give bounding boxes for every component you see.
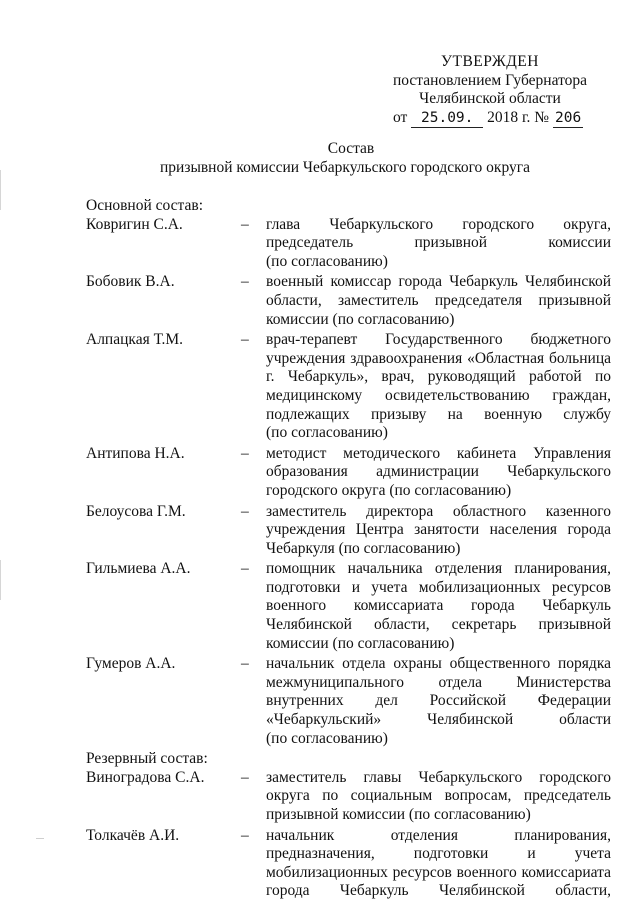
member-position-line: начальник отдела охраны общественного порядка (266, 655, 611, 673)
member-position-line: образования администрации Чебаркульского (266, 463, 611, 481)
approval-line-1: постановлением Губернатора (392, 71, 588, 89)
member-name: Антипова Н.А. (86, 444, 185, 462)
member-position (266, 560, 611, 653)
scan-edge-mark-bottom (0, 560, 1, 600)
approval-date-line (390, 109, 590, 129)
approval-line-2: Челябинской области (419, 90, 561, 108)
member-position (266, 827, 611, 901)
member-position-line: медицинскому освидетельствованию граждан, (266, 386, 611, 404)
member-position-line: помощник начальника отделения планирования, (266, 560, 611, 578)
member-name: Толкачёв А.И. (86, 826, 180, 844)
member-name: Виноградова С.А. (86, 768, 205, 786)
member-position-line: округа по социальным вопросам, председатель (266, 787, 611, 805)
member-position-line: межмуниципального отдела Министерства (266, 673, 611, 691)
member-name: Ковригин С.А. (86, 215, 183, 233)
member-position-line: подлежащих призыву на военную службу (266, 405, 611, 423)
member-position (266, 655, 611, 748)
member-position-line: предназначения, подготовки и учета (266, 845, 611, 863)
member-position-line: начальник отделения планирования, (266, 826, 611, 844)
member-position-line: города Чебаркуль Челябинской области, (266, 882, 611, 900)
heading-line-1: Состав (327, 140, 375, 157)
member-position-line: комиссии (по согласованию) (266, 634, 455, 652)
member-position-line: учреждения Центра занятости населения города (266, 521, 611, 539)
member-position-line: Челябинской области, секретарь призывной (266, 616, 611, 634)
member-row (86, 655, 611, 748)
approval-title: УТВЕРЖДЕН (441, 53, 539, 70)
member-row (86, 216, 611, 272)
member-position-line: городского округа (по согласованию) (266, 481, 512, 499)
member-position-line: Чебаркуля (по согласованию) (266, 539, 461, 557)
member-position-line: методист методического кабинета Управления (266, 444, 611, 462)
member-position-line: заместитель главы Чебаркульского городского (266, 768, 611, 786)
approval-date: 25.09. (411, 109, 483, 129)
member-position-line: глава Чебаркульского городского округа, (266, 215, 611, 233)
member-position (266, 503, 611, 559)
member-row (86, 827, 611, 901)
member-position (266, 331, 611, 443)
member-dash: – (241, 444, 249, 462)
member-row (86, 445, 611, 501)
member-row (86, 503, 611, 559)
member-name: Белоусова Г.М. (86, 502, 186, 520)
member-dash: – (241, 826, 249, 844)
section-title: Основной состав: (86, 197, 204, 214)
member-dash: – (241, 215, 249, 233)
approval-number: 206 (553, 109, 583, 129)
member-dash: – (241, 655, 249, 673)
member-position (266, 445, 611, 501)
member-position-line: (по согласованию) (266, 424, 388, 442)
member-position (266, 273, 611, 329)
member-dash: – (241, 502, 249, 520)
member-row (86, 769, 611, 825)
member-name: Алпацкая Т.М. (86, 331, 184, 349)
approval-block (390, 53, 590, 128)
member-row (86, 273, 611, 329)
member-position-line: (по согласованию) (266, 252, 388, 270)
member-position-line: призывной комиссии (по согласованию) (266, 806, 531, 823)
member-position (266, 216, 611, 272)
member-dash: – (241, 273, 249, 291)
section-title: Резервный состав: (86, 750, 208, 768)
member-dash: – (241, 768, 249, 786)
member-name: Гильмиева А.А. (86, 560, 191, 578)
member-list (86, 197, 611, 903)
member-position (266, 769, 611, 825)
member-dash: – (241, 331, 249, 349)
heading-line-2: призывной комиссии Чебаркульского городского округа (159, 158, 530, 176)
member-position-line: комиссии (по согласованию) (266, 310, 455, 328)
member-position-line: области, заместитель председателя призывной (266, 291, 611, 309)
member-position-line: военного комиссариата города Чебаркуль (266, 597, 611, 615)
member-row (86, 331, 611, 443)
member-position-line: военный комиссар города Чебаркуль Челябинской (266, 273, 611, 291)
approval-prefix: от (393, 108, 408, 126)
member-row (86, 560, 611, 653)
member-dash: – (241, 560, 249, 578)
member-position-line: учреждения здравоохранения «Областная больница (266, 349, 611, 367)
member-position-line: «Чебаркульский» Челябинской области (266, 711, 611, 729)
member-position-line: мобилизационных ресурсов военного комиссариата (266, 863, 611, 881)
member-position-line: врач-терапевт Государственного бюджетного (266, 331, 611, 349)
member-position-line: внутренних дел Российской Федерации (266, 692, 611, 710)
member-name: Гумеров А.А. (86, 655, 176, 673)
document-heading (0, 140, 640, 177)
member-position-line: г. Чебаркуль», врач, руководящий работой по (266, 368, 611, 386)
member-position-line: заместитель директора областного казенного (266, 502, 611, 520)
approval-year: 2018 г. № (487, 108, 550, 126)
member-position-line: (по согласованию) (266, 729, 388, 747)
scan-footer-mark (36, 838, 44, 839)
member-name: Бобовик В.А. (86, 273, 175, 291)
member-position-line: председатель призывной комиссии (266, 234, 611, 252)
member-position-line: подготовки и учета мобилизационных ресурсов (266, 578, 611, 596)
